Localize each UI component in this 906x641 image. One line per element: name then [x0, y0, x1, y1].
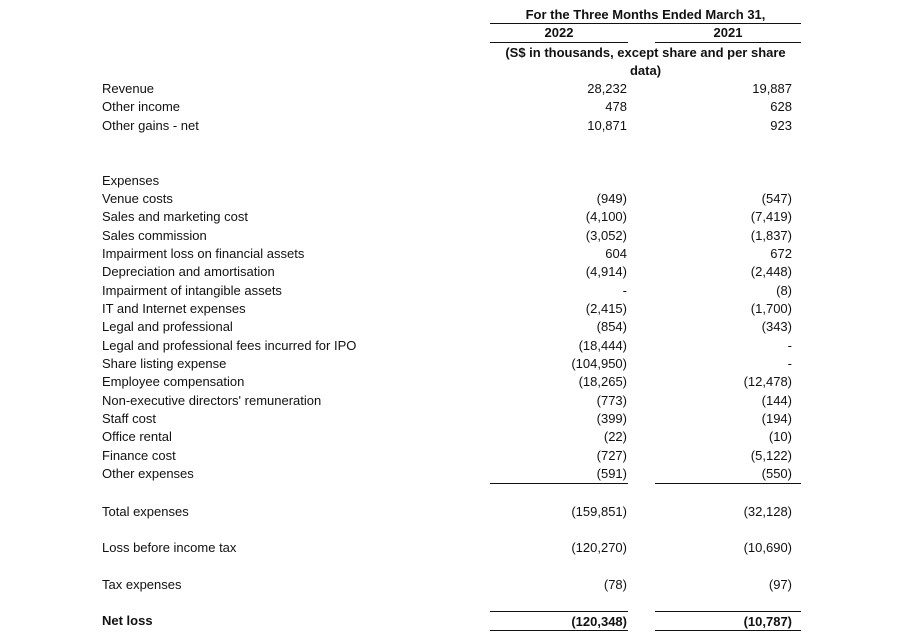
row-value-2021: 672 — [770, 246, 792, 261]
net-loss-rule-2021 — [655, 611, 801, 612]
row-value-2021: (547) — [761, 191, 792, 206]
net-loss-underline-2021 — [655, 630, 801, 631]
row-value-2021: (10,787) — [743, 614, 792, 629]
row-value-2022: (159,851) — [571, 504, 627, 519]
row-value-2021: (1,837) — [750, 228, 792, 243]
row-value-2021: (97) — [768, 577, 792, 592]
year-2022-header: 2022 — [544, 25, 574, 40]
row-label-sales-commission: Sales commission — [102, 228, 207, 243]
units-note-line2: data) — [629, 63, 662, 78]
row-label-share-listing: Share listing expense — [102, 356, 227, 371]
row-value-2022: (4,100) — [585, 209, 627, 224]
row-label-net-loss: Net loss — [102, 613, 153, 628]
row-value-2021: (10,690) — [743, 540, 792, 555]
row-label-other-income: Other income — [102, 99, 181, 114]
row-label-nonexec-directors: Non-executive directors' remuneration — [102, 393, 322, 408]
row-label-revenue: Revenue — [102, 81, 155, 96]
row-value-2022: (2,415) — [585, 301, 627, 316]
net-loss-underline-2022 — [490, 630, 628, 631]
row-label-legal-professional: Legal and professional — [102, 319, 233, 334]
row-value-2022: 10,871 — [587, 118, 627, 133]
row-value-2022: (18,444) — [578, 338, 627, 353]
header-rule-2021 — [655, 42, 801, 43]
row-label-venue-costs: Venue costs — [102, 191, 173, 206]
row-label-tax-expenses: Tax expenses — [102, 577, 182, 592]
header-rule-2022 — [490, 42, 628, 43]
row-value-2022: - — [622, 283, 627, 298]
row-value-2021: (1,700) — [750, 301, 792, 316]
row-value-2022: (120,348) — [571, 614, 627, 629]
row-value-2021: 628 — [770, 99, 792, 114]
row-value-2022: (4,914) — [585, 264, 627, 279]
row-label-it-internet: IT and Internet expenses — [102, 301, 246, 316]
row-value-2022: (18,265) — [578, 374, 627, 389]
row-value-2022: (120,270) — [571, 540, 627, 555]
row-value-2021: - — [787, 356, 792, 371]
row-label-impairment-intangible: Impairment of intangible assets — [102, 283, 282, 298]
row-value-2022: (591) — [596, 466, 627, 481]
row-value-2021: (2,448) — [750, 264, 792, 279]
row-value-2022: 28,232 — [587, 81, 627, 96]
row-value-2022: (22) — [603, 429, 627, 444]
row-value-2022: 478 — [605, 99, 627, 114]
row-value-2022: (854) — [596, 319, 627, 334]
row-label-loss-before-tax: Loss before income tax — [102, 540, 237, 555]
row-value-2022: (727) — [596, 448, 627, 463]
units-note-line1: (S$ in thousands, except share and per share — [505, 45, 786, 60]
row-value-2021: (10) — [768, 429, 792, 444]
row-value-2021: (5,122) — [750, 448, 792, 463]
year-2021-header: 2021 — [713, 25, 743, 40]
row-label-legal-ipo: Legal and professional fees incurred for IPO — [102, 338, 357, 353]
row-value-2021: (32,128) — [743, 504, 792, 519]
row-value-2021: (144) — [761, 393, 792, 408]
row-label-sales-marketing: Sales and marketing cost — [102, 209, 248, 224]
row-value-2022: (399) — [596, 411, 627, 426]
row-value-2022: (3,052) — [585, 228, 627, 243]
row-label-finance-cost: Finance cost — [102, 448, 176, 463]
row-value-2021: (12,478) — [743, 374, 792, 389]
row-label-other-expenses: Other expenses — [102, 466, 194, 481]
row-value-2021: (7,419) — [750, 209, 792, 224]
subtotal-rule-2022 — [490, 483, 628, 484]
expenses-heading: Expenses — [102, 173, 160, 188]
row-value-2021: 19,887 — [752, 81, 792, 96]
row-label-total-expenses: Total expenses — [102, 504, 189, 519]
row-value-2022: (773) — [596, 393, 627, 408]
row-label-other-gains: Other gains - net — [102, 118, 199, 133]
row-value-2021: (343) — [761, 319, 792, 334]
row-value-2021: (194) — [761, 411, 792, 426]
row-value-2021: 923 — [770, 118, 792, 133]
period-title: For the Three Months Ended March 31, — [525, 7, 766, 22]
row-value-2022: (949) — [596, 191, 627, 206]
row-value-2021: (8) — [776, 283, 792, 298]
row-value-2021: - — [787, 338, 792, 353]
row-label-office-rental: Office rental — [102, 429, 172, 444]
net-loss-rule-2022 — [490, 611, 628, 612]
row-label-employee-comp: Employee compensation — [102, 374, 245, 389]
row-value-2021: (550) — [761, 466, 792, 481]
row-label-impairment-financial: Impairment loss on financial assets — [102, 246, 305, 261]
row-label-depreciation: Depreciation and amortisation — [102, 264, 275, 279]
subtotal-rule-2021 — [655, 483, 801, 484]
row-value-2022: (78) — [603, 577, 627, 592]
header-rule-top — [490, 23, 801, 24]
row-value-2022: (104,950) — [571, 356, 627, 371]
row-label-staff-cost: Staff cost — [102, 411, 156, 426]
row-value-2022: 604 — [605, 246, 627, 261]
